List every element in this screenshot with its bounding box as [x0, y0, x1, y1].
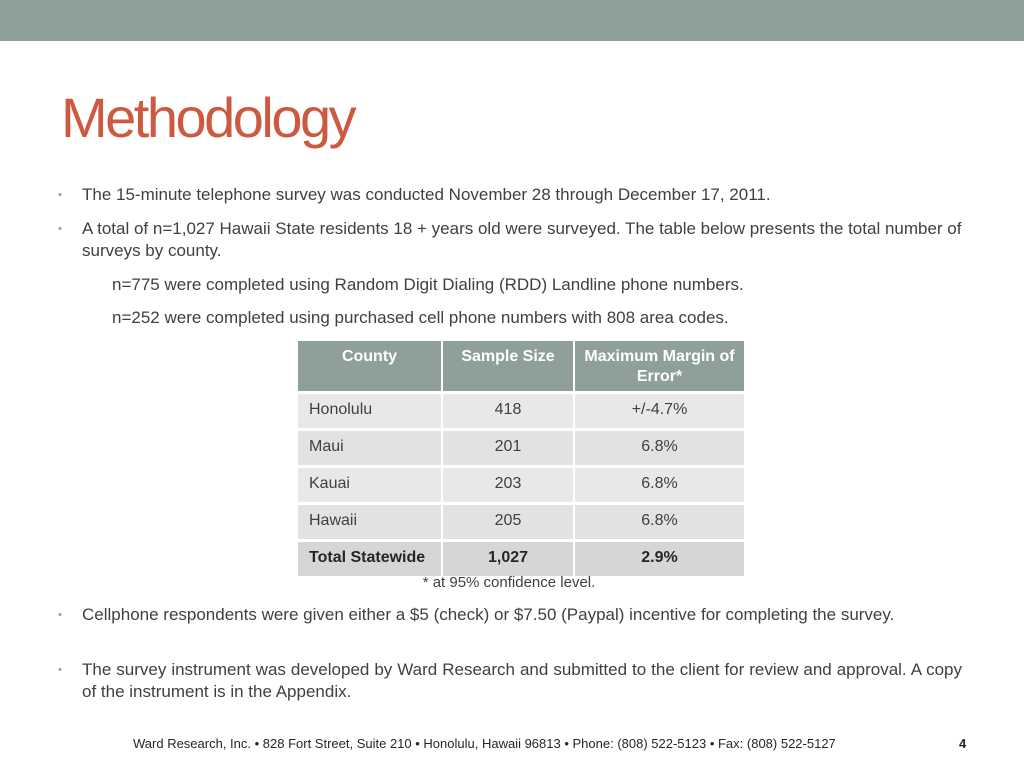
bullet-instrument	[58, 659, 962, 703]
sub-item-landline: n=775 were completed using Random Digit Dialing (RDD) Landline phone numbers.	[112, 275, 744, 294]
bullet-text: The survey instrument was developed by Ward Research and submitted to the client for review and approval. A copy of the instrument is in the Appendix.	[82, 660, 962, 701]
header-margin-of-error	[575, 341, 744, 394]
bullet-text: The 15-minute telephone survey was conducted November 28 through December 17, 2011.	[82, 185, 771, 204]
bullet-text: Cellphone respondents were given either a $5 (check) or $7.50 (Paypal) incentive for completing the survey.	[82, 605, 895, 624]
header-county: County	[298, 341, 443, 394]
cell-margin-of-error-total: 2.9%	[575, 542, 744, 579]
cell-margin-of-error: 6.8%	[575, 505, 744, 542]
cell-sample-size-total: 1,027	[443, 542, 575, 579]
bullet-icon: •	[58, 609, 62, 621]
cell-sample-size: 203	[443, 468, 575, 505]
cell-county-total: Total Statewide	[298, 542, 443, 579]
cell-sample-size: 201	[443, 431, 575, 468]
cell-sample-size: 418	[443, 394, 575, 431]
header-margin-of-error-text: Maximum Margin of Error*	[584, 348, 735, 385]
bullet-icon: •	[58, 223, 62, 235]
table-row	[298, 431, 744, 468]
sub-item-cellphone: n=252 were completed using purchased cell phone numbers with 808 area codes.	[112, 308, 729, 327]
bullet-survey-dates	[58, 184, 962, 206]
page-number: 4	[959, 736, 967, 751]
footer-contact: Ward Research, Inc. • 828 Fort Street, Suite 210 • Honolulu, Hawaii 96813 • Phone: (808) 522-5123 • Fax: (808) 522-5127	[133, 736, 836, 751]
survey-sample-table	[298, 341, 744, 579]
bullet-text: A total of n=1,027 Hawaii State residents 18 + years old were surveyed. The table below presents the total number of surveys by county.	[82, 219, 962, 260]
slide-title: Methodology	[61, 86, 355, 149]
cell-county: Maui	[298, 431, 443, 468]
cell-county: Kauai	[298, 468, 443, 505]
cell-sample-size: 205	[443, 505, 575, 542]
header-sample-size-text: Sample Size	[461, 348, 555, 365]
top-accent-bar	[0, 0, 1024, 41]
cell-margin-of-error: 6.8%	[575, 431, 744, 468]
cell-county: Hawaii	[298, 505, 443, 542]
cell-margin-of-error: 6.8%	[575, 468, 744, 505]
cell-county: Honolulu	[298, 394, 443, 431]
bullet-icon: •	[58, 664, 62, 676]
bullet-incentive	[58, 604, 962, 626]
bullet-sample-total	[58, 218, 962, 262]
bullet-icon: •	[58, 189, 62, 201]
table-row	[298, 468, 744, 505]
table-row	[298, 505, 744, 542]
cell-margin-of-error: +/-4.7%	[575, 394, 744, 431]
table-row	[298, 394, 744, 431]
table-footnote: * at 95% confidence level.	[422, 574, 596, 591]
table-header-row	[298, 341, 744, 394]
header-sample-size	[443, 341, 575, 394]
